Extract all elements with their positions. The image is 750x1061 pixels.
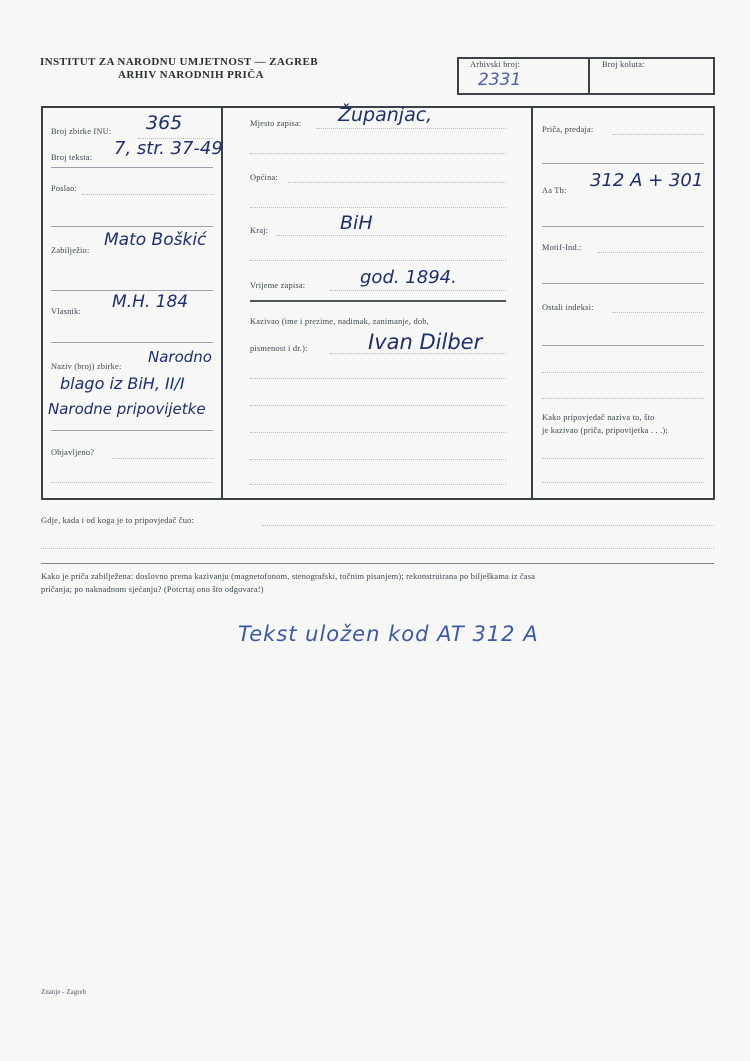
- region-label: Kraj:: [250, 226, 269, 235]
- narrator-line-4: [250, 432, 506, 433]
- narrator-line-5: [250, 459, 506, 460]
- sent-by-rule: [51, 226, 213, 227]
- other-indices-line-2: [542, 372, 704, 373]
- narrator-line-2: [250, 378, 506, 379]
- place-line-2: [250, 153, 506, 154]
- sent-by-line: [82, 194, 214, 195]
- archive-number-value: 2331: [478, 70, 522, 90]
- collection-name-rule: [51, 430, 213, 431]
- archive-title: ARHIV NARODNIH PRIČA: [118, 69, 264, 81]
- text-number-value: 7, str. 37-49: [114, 138, 223, 159]
- handwritten-note: Tekst uložen kod AT 312 A: [238, 622, 539, 646]
- narrator-label-2: pismenost i dr.):: [250, 344, 308, 353]
- how-recorded-line-1: Kako je priča zabilježena: doslovno prema kazivanju (magnetofonom, stenografski, točnim pisanjem); rekonstruirana po bilješkama iz časa: [41, 572, 536, 581]
- place-line: [316, 128, 506, 129]
- other-indices-label: Ostali indeksi:: [542, 303, 594, 312]
- text-number-label: Broj teksta:: [51, 153, 93, 162]
- place-label: Mjesto zapisa:: [250, 119, 302, 128]
- time-rule: [250, 300, 506, 302]
- collection-number-value: 365: [146, 112, 183, 134]
- collection-name-line3: Narodne pripovijetke: [48, 400, 206, 418]
- motif-line: [598, 252, 704, 253]
- where-heard-label: Gdje, kada i od koga je to pripovjedač čuo:: [41, 516, 195, 525]
- column-divider-right: [531, 106, 533, 498]
- motif-rule: [542, 283, 704, 284]
- published-line: [112, 458, 214, 459]
- how-named-label-1: Kako pripovjedač naziva to, što: [542, 413, 655, 422]
- where-heard-line: [262, 525, 714, 526]
- recorded-by-rule: [51, 290, 213, 291]
- narrator-line-3: [250, 405, 506, 406]
- published-label: Objavljeno?: [51, 448, 95, 457]
- story-line: [612, 134, 704, 135]
- municipality-label: Općina:: [250, 173, 278, 182]
- story-label: Priča, predaja:: [542, 125, 594, 134]
- municipality-line-2: [250, 207, 506, 208]
- how-recorded-line-2: pričanja; po naknadnom sjećanju? (Potcrtaj ono što odgovara!): [41, 585, 264, 594]
- motif-label: Motif-Ind.:: [542, 243, 582, 252]
- printer-footer: Znanje - Zagreb: [41, 988, 87, 996]
- sent-by-label: Poslao:: [51, 184, 78, 193]
- reel-number-label: Broj koluta:: [602, 60, 645, 69]
- region-value: BiH: [340, 212, 373, 234]
- collection-number-label: Broj zbirke INU:: [51, 127, 112, 136]
- collection-name-label: Naziv (broj) zbirke:: [51, 362, 122, 371]
- time-label: Vrijeme zapisa:: [250, 281, 306, 290]
- other-indices-line-3: [542, 398, 704, 399]
- place-value: Županjac,: [338, 104, 433, 126]
- institute-title: INSTITUT ZA NARODNU UMJETNOST — ZAGREB: [40, 56, 318, 68]
- aath-value: 312 A + 301: [590, 170, 704, 191]
- other-indices-rule: [542, 345, 704, 346]
- time-value: god. 1894.: [360, 267, 457, 288]
- how-named-line-2: [542, 482, 704, 483]
- how-named-label-2: je kazivao (priča, pripovijetka . . .):: [542, 426, 668, 435]
- where-heard-rule: [41, 563, 714, 564]
- recorded-by-value: Mato Boškić: [104, 230, 207, 250]
- owner-rule: [51, 342, 213, 343]
- narrator-line-6: [250, 484, 506, 485]
- narrator-value: Ivan Dilber: [368, 330, 483, 354]
- recorded-by-label: Zabilježio:: [51, 246, 90, 255]
- other-indices-line: [612, 312, 704, 313]
- text-number-rule: [51, 167, 213, 168]
- published-line-2: [51, 482, 213, 483]
- collection-name-line2: blago iz BiH, II/I: [60, 374, 185, 393]
- region-line-2: [250, 260, 506, 261]
- owner-label: Vlasnik:: [51, 307, 81, 316]
- time-line: [330, 290, 506, 291]
- collection-name-line1: Narodno: [148, 348, 212, 366]
- archive-number-label: Arhivski broj:: [470, 60, 521, 69]
- narrator-label-1: Kazivao (ime i prezime, nadimak, zanimanje, dob,: [250, 317, 429, 326]
- aath-label: Aa Th:: [542, 186, 567, 195]
- owner-value: M.H. 184: [112, 292, 189, 312]
- archive-box-divider: [588, 57, 590, 93]
- column-divider-left: [221, 106, 223, 498]
- region-line: [276, 235, 506, 236]
- story-rule: [542, 163, 704, 164]
- where-heard-line-2: [41, 548, 714, 549]
- municipality-line: [288, 182, 506, 183]
- how-named-line: [542, 458, 704, 459]
- aath-rule: [542, 226, 704, 227]
- narrator-line: [330, 353, 506, 354]
